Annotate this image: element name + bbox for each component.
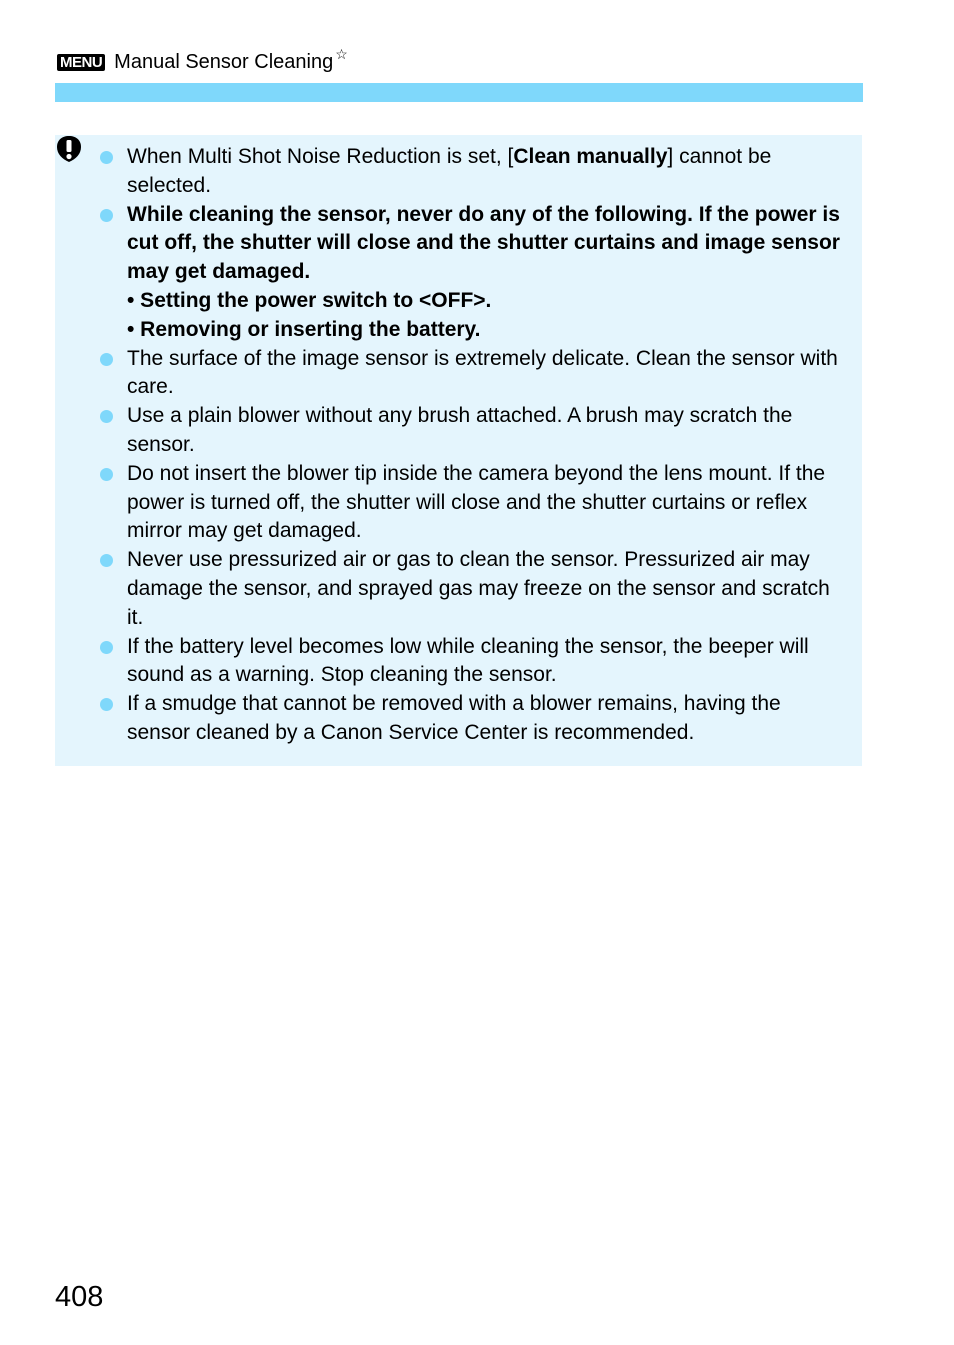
bullet-dot-icon bbox=[100, 151, 113, 164]
bullet-dot-icon bbox=[100, 698, 113, 711]
bullet-dot-icon bbox=[100, 468, 113, 481]
caution-exclamation-icon bbox=[55, 135, 83, 163]
list-item: When Multi Shot Noise Reduction is set, [Clean manually] cannot be selected. bbox=[99, 143, 849, 201]
page-header bbox=[57, 45, 348, 76]
section-title: Manual Sensor Cleaning bbox=[114, 50, 334, 73]
sub-list-item: • Setting the power switch to <OFF>. bbox=[127, 288, 492, 312]
list-item: While cleaning the sensor, never do any of the following. If the power is cut off, the shutter will close and the shutter curtains and image sensor may get damaged. • Setting the power switch to <OFF>. • Removing or inserting the battery. bbox=[99, 201, 849, 345]
caution-list bbox=[99, 143, 849, 748]
list-item: If a smudge that cannot be removed with a blower remains, having the sensor cleaned by a Canon Service Center is recommended. bbox=[99, 690, 849, 748]
header-rule bbox=[55, 83, 863, 102]
menu-icon: MENU bbox=[57, 54, 105, 71]
star-icon: ☆ bbox=[335, 45, 348, 62]
bullet-dot-icon bbox=[100, 209, 113, 222]
list-item: Use a plain blower without any brush attached. A brush may scratch the sensor. bbox=[99, 402, 849, 460]
sub-list-item: • Removing or inserting the battery. bbox=[127, 317, 481, 341]
caution-box bbox=[55, 135, 862, 766]
list-item: If the battery level becomes low while cleaning the sensor, the beeper will sound as a warning. Stop cleaning the sensor. bbox=[99, 633, 849, 691]
sub-list bbox=[127, 287, 849, 345]
bullet-dot-icon bbox=[100, 641, 113, 654]
bullet-dot-icon bbox=[100, 554, 113, 567]
list-item: The surface of the image sensor is extremely delicate. Clean the sensor with care. bbox=[99, 345, 849, 403]
bullet-dot-icon bbox=[100, 410, 113, 423]
list-item: Never use pressurized air or gas to clean the sensor. Pressurized air may damage the sensor, and sprayed gas may freeze on the sensor and scratch it. bbox=[99, 546, 849, 632]
bullet-dot-icon bbox=[100, 353, 113, 366]
list-item: Do not insert the blower tip inside the camera beyond the lens mount. If the power is turned off, the shutter will close and the shutter curtains or reflex mirror may get damaged. bbox=[99, 460, 849, 546]
page-number: 408 bbox=[55, 1281, 104, 1313]
